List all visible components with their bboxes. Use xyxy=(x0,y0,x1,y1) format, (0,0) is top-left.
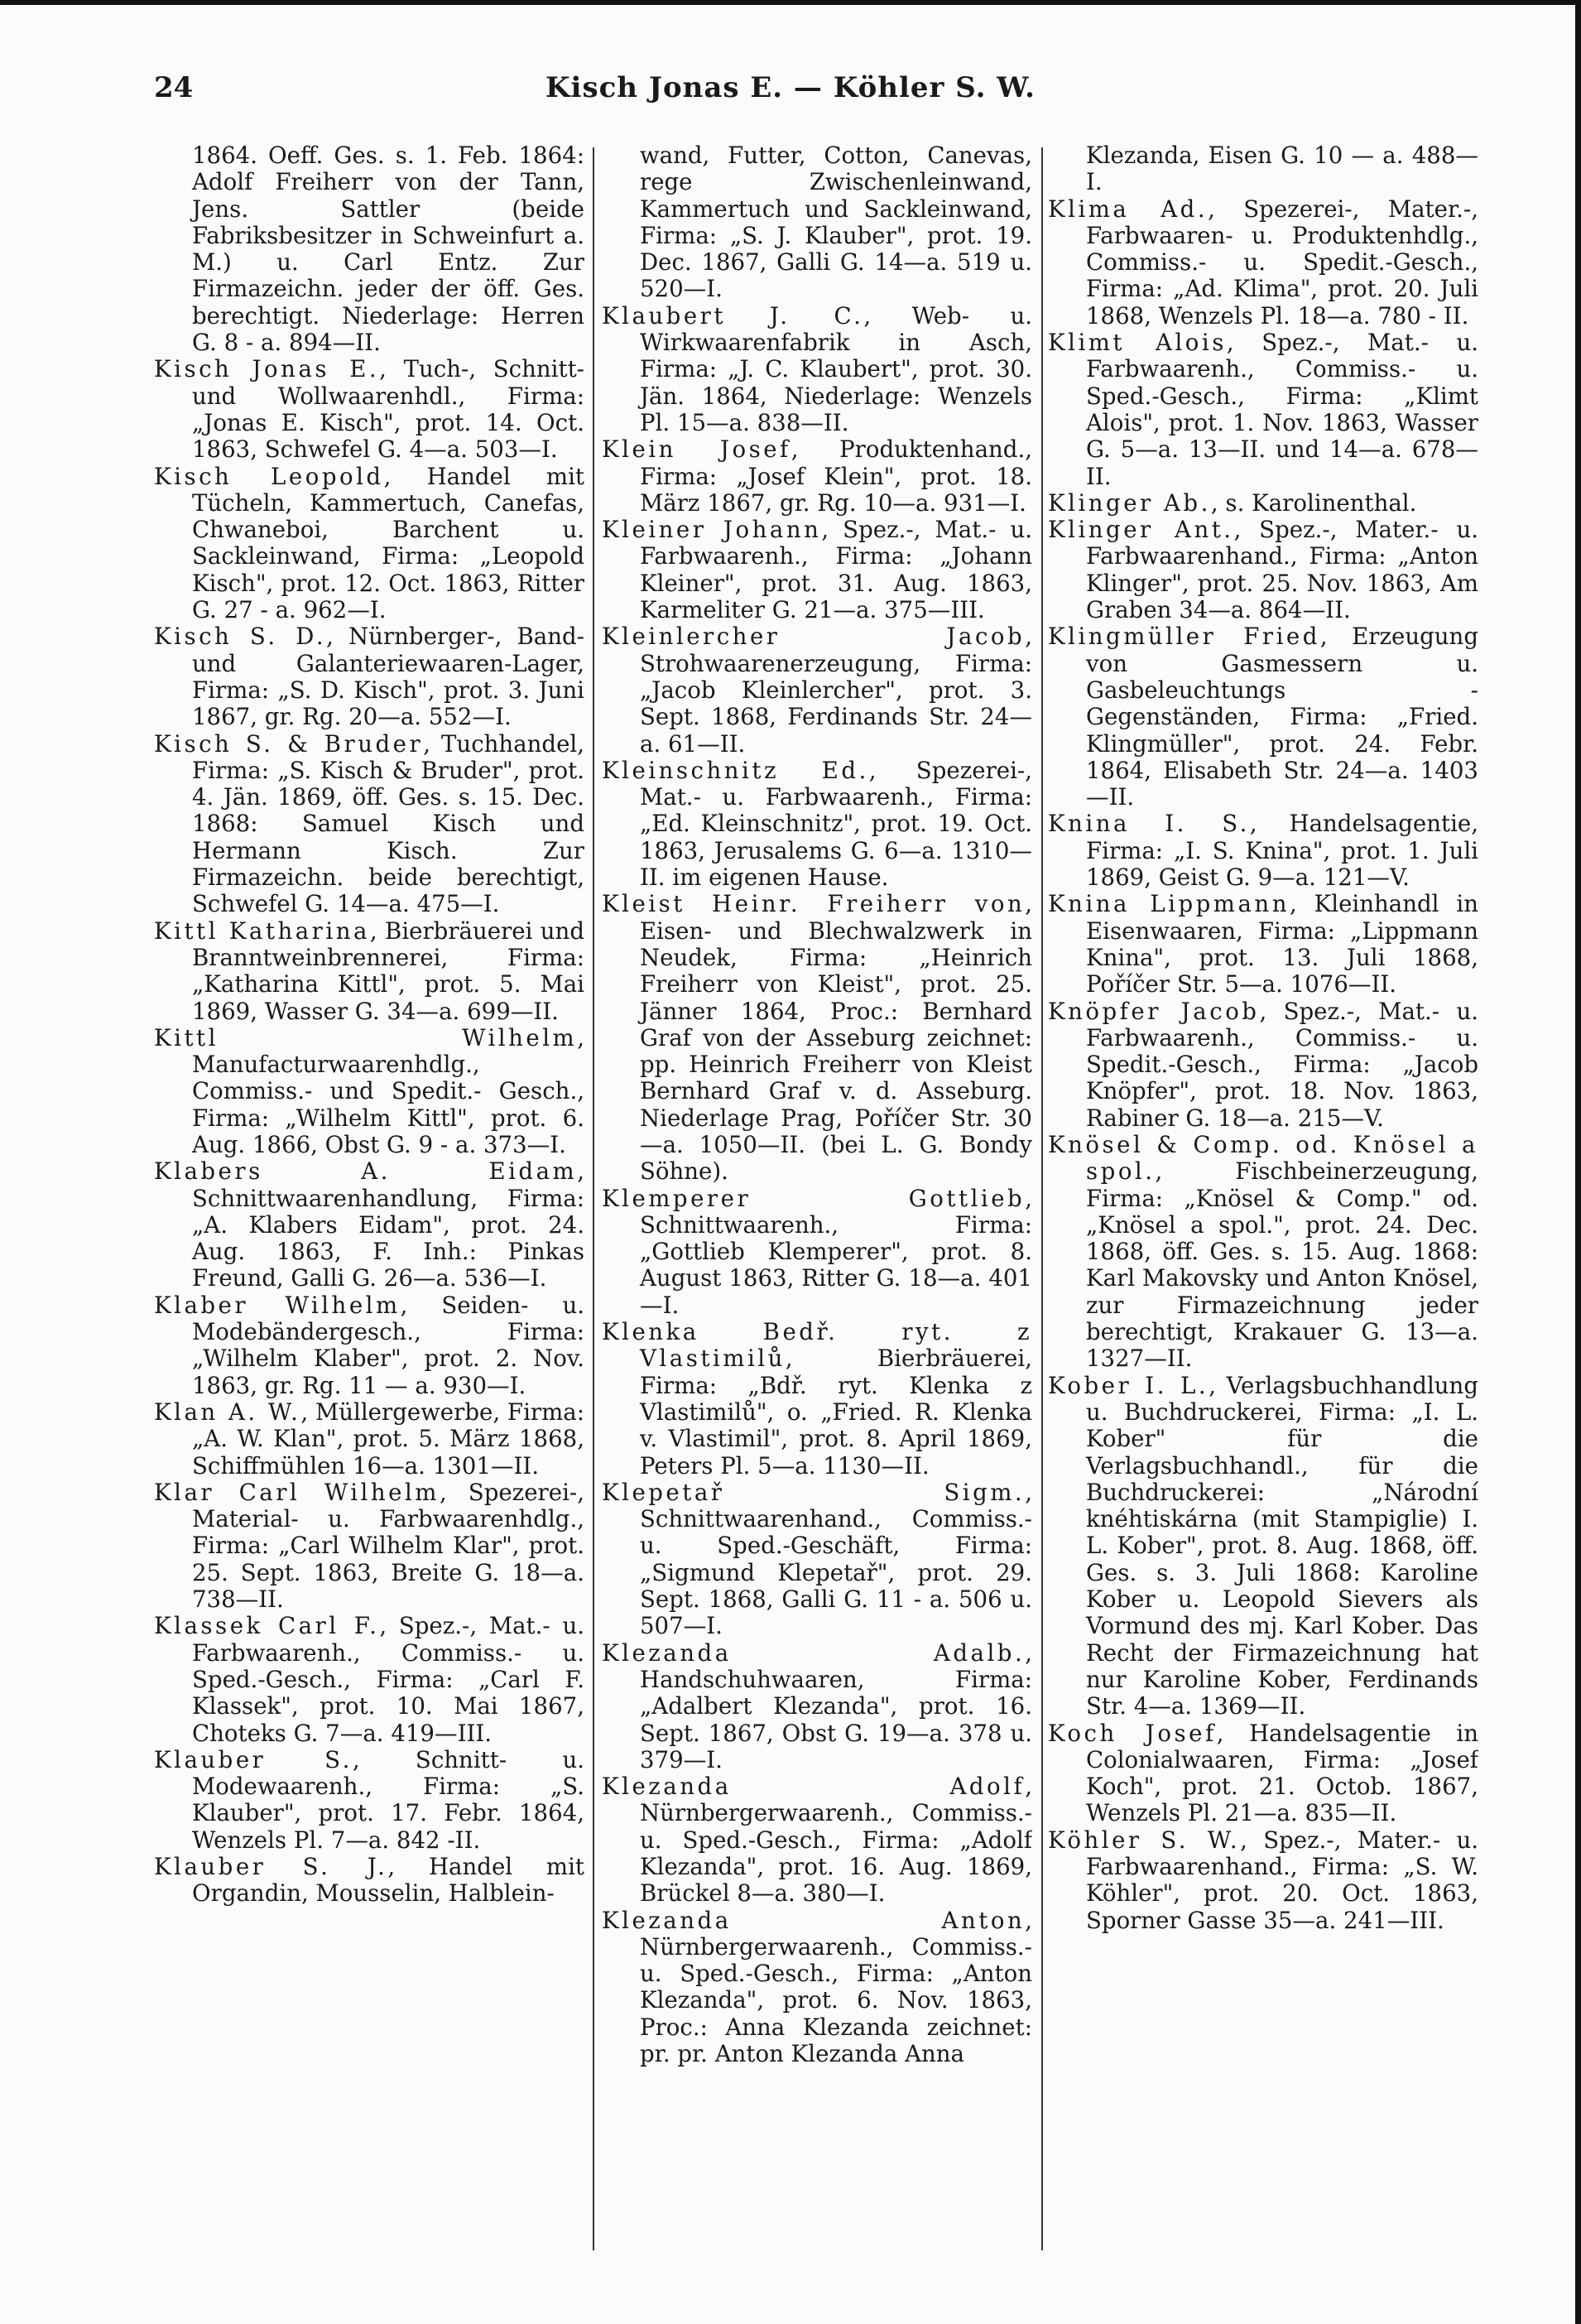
firm-name: Klan A. W. xyxy=(154,1398,301,1426)
entry-text: , Produktenhand., Firma: „Josef Klein", prot. 18. März 1867, gr. Rg. 10—a. 931—I. xyxy=(640,435,1032,517)
directory-entry xyxy=(154,1613,584,1746)
running-head: Kisch Jonas E. — Köhler S. W. xyxy=(545,71,1036,104)
directory-entry xyxy=(602,1186,1032,1319)
entry-text: , Spez.-, Mat.- u. Farbwaarenh., Firma: „Johann Kleiner", prot. 31. Aug. 1863, Karmeliter G. 21—a. 375—III. xyxy=(640,516,1032,624)
firm-name: Klepetař Sigm. xyxy=(602,1478,1026,1506)
directory-entry xyxy=(1048,623,1478,811)
firm-name: Knösel & Comp. od. Knösel a spol. xyxy=(1048,1130,1478,1186)
firm-name: Klezanda Adalb. xyxy=(602,1638,1026,1667)
directory-entry xyxy=(1048,1827,1478,1934)
entry-text: , Bierbräuerei, Firma: „Bdř. ryt. Klenka z Vlastimilů", o. „Fried. R. Klenka v. Vlastimil", prot. 8. April 1869, Peters Pl. 5—a. 1130—II. xyxy=(640,1345,1032,1480)
entry-text: Klezanda, Eisen G. 10 — a. 488—I. xyxy=(1086,142,1478,196)
entry-text: , Spezerei-, Mater.-, Farbwaaren- u. Produktenhdlg., Commiss.- u. Spedit.-Gesch., Firma: „Ad. Klima", prot. 20. Juli 1868, Wenzels Pl. 18—a. 780 - II. xyxy=(1086,195,1478,330)
directory-entry xyxy=(154,731,584,918)
entry-text: , Handelsagentie in Colonialwaaren, Firma: „Josef Koch", prot. 21. Octob. 1867, Wenzels Pl. 21—a. 835—II. xyxy=(1086,1719,1478,1827)
firm-name: Klimt Alois xyxy=(1048,329,1227,357)
directory-entry xyxy=(154,464,584,624)
entry-continuation xyxy=(154,142,584,356)
entry-text: , Handel mit Organdin, Mousselin, Halblein- xyxy=(192,1853,584,1908)
directory-entry xyxy=(602,517,1032,623)
firm-name: Klezanda Adolf xyxy=(602,1773,1026,1801)
entry-text: , Spez.-, Mater.- u. Farbwaarenhand., Firma: „S. W. Köhler", prot. 20. Oct. 1863, Sporner Gasse 35—a. 241—III. xyxy=(1086,1826,1478,1934)
directory-entry xyxy=(154,1854,584,1908)
firm-name: Klassek Carl F. xyxy=(154,1612,380,1640)
firm-name: Kleinschnitz Ed. xyxy=(602,756,869,784)
firm-name: Klima Ad. xyxy=(1048,195,1209,223)
entry-text: , Manufacturwaarenhdlg., Commiss.- und Spedit.- Gesch., Firma: „Wilhelm Kittl", prot. 6. Aug. 1866, Obst G. 9 - a. 373—I. xyxy=(192,1023,584,1158)
directory-entry xyxy=(602,758,1032,891)
directory-entry xyxy=(154,1025,584,1158)
column-left xyxy=(154,142,584,2278)
directory-entry xyxy=(1048,1132,1478,1373)
entry-text: , Tuch-, Schnitt- und Wollwaarenhdl., Firma: „Jonas E. Kisch", prot. 14. Oct. 1863, Schwefel G. 4—a. 503—I. xyxy=(192,355,584,464)
entry-text: , Seiden- u. Modebändergesch., Firma: „Wilhelm Klaber", prot. 2. Nov. 1863, gr. Rg. 11 — a. 930—I. xyxy=(192,1291,584,1399)
firm-name: Knina I. S. xyxy=(1048,810,1250,838)
directory-entry xyxy=(602,891,1032,1185)
firm-name: Klabers A. Eidam xyxy=(154,1157,578,1186)
entry-text: , Spez.-, Mat.- u. Farbwaarenh., Commiss.- u. Sped.-Gesch., Firma: „Carl F. Klassek", prot. 10. Mai 1867, Choteks G. 7—a. 419—III. xyxy=(192,1612,584,1747)
firm-name: Klar Carl Wilhelm xyxy=(154,1478,440,1506)
directory-entry xyxy=(154,1292,584,1399)
directory-entry xyxy=(154,1747,584,1854)
directory-entry xyxy=(602,436,1032,517)
page-number: 24 xyxy=(154,71,194,104)
column-right xyxy=(1048,142,1478,2278)
directory-entry xyxy=(154,1480,584,1613)
directory-entry xyxy=(602,1773,1032,1907)
entry-text: , Spez.-, Mater.- u. Farbwaarenhand., Firma: „Anton Klinger", prot. 25. Nov. 1863, Am Graben 34—a. 864—II. xyxy=(1086,516,1478,624)
entry-text: , Spezerei-, Mat.- u. Farbwaarenh., Firma: „Ed. Kleinschnitz", prot. 19. Oct. 1863, Jerusalems G. 6—a. 1310—II. im eigenen Hause. xyxy=(640,756,1032,892)
firm-name: Klinger Ab. xyxy=(1048,488,1211,517)
entry-text: , s. Karolinenthal. xyxy=(1210,488,1417,517)
firm-name: Klinger Ant. xyxy=(1048,516,1234,544)
directory-entry xyxy=(154,356,584,463)
entry-text: , Verlagsbuchhandlung u. Buchdruckerei, Firma: „I. L. Kober" für die Verlagsbuchhandl., für die Buchdruckerei: „Národní knéhtiskárna (mit Stampiglie) I. L. Kober", prot. 8. Aug. 1868, öff. Ges. s. 3. Juli 1868: Karoline Kober u. Leopold Sievers als Vormund des mj. Karl Kober. Das Recht der Firmazeichnung hat nur Karoline Kober, Ferdinands Str. 4—a. 1369—II. xyxy=(1086,1371,1478,1720)
directory-entry xyxy=(1048,891,1478,998)
entry-text: , Schnittwaarenhandlung, Firma: „A. Klabers Eidam", prot. 24. Aug. 1863, F. Inh.: Pinkas Freund, Galli G. 26—a. 536—I. xyxy=(192,1157,584,1292)
entry-text: , Nürnbergerwaarenh., Commiss.- u. Sped.-Gesch., Firma: „Anton Klezanda", prot. 6. Nov. 1863, Proc.: Anna Klezanda zeichnet: pr. pr. Anton Klezanda Anna xyxy=(640,1906,1032,2068)
entry-text: , Schnittwaarenhand., Commiss.- u. Sped.-Geschäft, Firma: „Sigmund Klepetař", prot. 29. Sept. 1868, Galli G. 11 - a. 506 u. 507—I. xyxy=(640,1478,1032,1640)
entry-text: , Spezerei-, Material- u. Farbwaarenhdlg., Firma: „Carl Wilhelm Klar", prot. 25. Sept. 1863, Breite G. 18—a. 738—II. xyxy=(192,1478,584,1614)
column-middle xyxy=(602,142,1032,2278)
directory-entry xyxy=(602,303,1032,436)
page-header xyxy=(0,66,1581,116)
entry-text: , Strohwaarenerzeugung, Firma: „Jacob Kleinlercher", prot. 3. Sept. 1868, Ferdinands Str. 24—a. 61—II. xyxy=(640,623,1032,758)
firm-name: Klauber S. J. xyxy=(154,1853,388,1880)
entry-text: , Müllergewerbe, Firma: „A. W. Klan", prot. 5. März 1868, Schiffmühlen 16—a. 1301—II. xyxy=(192,1398,584,1480)
entry-continuation xyxy=(602,142,1032,303)
entry-text: , Nürnbergerwaarenh., Commiss.- u. Sped.-Gesch., Firma: „Adolf Klezanda", prot. 16. Aug. 1869, Brückel 8—a. 380—I. xyxy=(640,1773,1032,1908)
entry-text: , Tuchhandel, Firma: „S. Kisch & Bruder", prot. 4. Jän. 1869, öff. Ges. s. 15. Dec. 1868: Samuel Kisch und Hermann Kisch. Zur Firmazeichn. beide berechtigt, Schwefel G. 14—a. 475—I. xyxy=(192,729,584,918)
directory-entry xyxy=(602,1319,1032,1480)
firm-name: Klemperer Gottlieb xyxy=(602,1184,1026,1212)
firm-name: Knöpfer Jacob xyxy=(1048,997,1260,1025)
firm-name: Klaubert J. C. xyxy=(602,301,864,330)
column-divider xyxy=(593,147,594,2250)
firm-name: Klingmüller Fried xyxy=(1048,623,1320,651)
entry-text: , Handelsagentie, Firma: „I. S. Knina", prot. 1. Juli 1869, Geist G. 9—a. 121—V. xyxy=(1086,810,1478,892)
directory-entry xyxy=(1048,811,1478,891)
firm-name: Kleiner Johann xyxy=(602,516,822,544)
entry-text: , Schnittwaarenh., Firma: „Gottlieb Klemperer", prot. 8. August 1863, Ritter G. 18—a. 401—I. xyxy=(640,1184,1032,1319)
entry-text: , Handschuhwaaren, Firma: „Adalbert Klezanda", prot. 16. Sept. 1867, Obst G. 19—a. 378 u. 379—I. xyxy=(640,1638,1032,1773)
directory-entry xyxy=(154,1399,584,1480)
column-divider xyxy=(1041,147,1043,2250)
directory-entry xyxy=(1048,490,1478,517)
entry-text: , Fischbeinerzeugung, Firma: „Knösel & Comp." od. „Knösel a spol.", prot. 24. Dec. 1868, öff. Ges. s. 15. Aug. 1868: Karl Makovsky und Anton Knösel, zur Firmazeichnung jeder berechtigt, Krakauer G. 13—a. 1327—II. xyxy=(1086,1157,1478,1373)
directory-entry xyxy=(1048,1720,1478,1827)
entry-text: , Eisen- und Blechwalzwerk in Neudek, Firma: „Heinrich Freiherr von Kleist", prot. 25. Jänner 1864, Proc.: Bernhard Graf von der Asseburg zeichnet: pp. Heinrich Freiherr von Kleist Bernhard Graf v. d. Asseburg. Niederlage Prag, Poříčer Str. 30—a. 1050—II. (bei L. G. Bondy Söhne). xyxy=(640,890,1032,1186)
entry-text: , Schnitt- u. Modewaarenh., Firma: „S. Klauber", prot. 17. Febr. 1864, Wenzels Pl. 7—a. 842 -II. xyxy=(192,1745,584,1854)
firm-name: Kleinlercher Jacob xyxy=(602,623,1026,651)
entry-text: , Bierbräuerei und Branntweinbrennerei, Firma: „Katharina Kittl", prot. 5. Mai 1869, Wasser G. 34—a. 699—II. xyxy=(192,917,584,1025)
firm-name: Kisch S. D. xyxy=(154,623,327,651)
entry-text: , Spez.-, Mat.- u. Farbwaarenh., Commiss.- u. Sped.-Gesch., Firma: „Klimt Alois", prot. 1. Nov. 1863, Wasser G. 5—a. 13—II. und 14—a. 678—II. xyxy=(1086,329,1478,490)
firm-name: Klezanda Anton xyxy=(602,1906,1026,1934)
directory-entry xyxy=(602,623,1032,757)
firm-name: Knina Lippmann xyxy=(1048,890,1290,918)
directory-entry xyxy=(602,1480,1032,1640)
firm-name: Köhler S. W. xyxy=(1048,1826,1241,1854)
entry-text: , Nürnberger-, Band- und Galanteriewaaren-Lager, Firma: „S. D. Kisch", prot. 3. Juni 1867, gr. Rg. 20—a. 552—I. xyxy=(192,623,584,731)
firm-name: Klauber S. xyxy=(154,1745,353,1773)
entry-text: 1864. Oeff. Ges. s. 1. Feb. 1864: Adolf Freiherr von der Tann, Jens. Sattler (beide Fabriksbesitzer in Schweinfurt a. M.) u. Carl Entz. Zur Firmazeichn. jeder der öff. Ges. berechtigt. Niederlage: Herren G. 8 - a. 894—II. xyxy=(192,142,584,357)
directory-entry xyxy=(154,623,584,730)
entry-text: , Erzeugung von Gasmessern u. Gasbeleuchtungs - Gegenständen, Firma: „Fried. Klingmüller", prot. 24. Febr. 1864, Elisabeth Str. 24—a. 1403—II. xyxy=(1086,623,1478,811)
directory-entry xyxy=(1048,998,1478,1132)
firm-name: Kisch Jonas E. xyxy=(154,355,380,383)
entry-text: , Web- u. Wirkwaarenfabrik in Asch, Firma: „J. C. Klaubert", prot. 30. Jän. 1864, Niederlage: Wenzels Pl. 15—a. 838—II. xyxy=(640,301,1032,436)
directory-entry xyxy=(154,1158,584,1292)
firm-name: Kisch Leopold xyxy=(154,462,384,490)
firm-name: Kisch S. & Bruder xyxy=(154,729,424,758)
entry-text: , Spez.-, Mat.- u. Farbwaarenh., Commiss.- u. Spedit.-Gesch., Firma: „Jacob Knöpfer", prot. 18. Nov. 1863, Rabiner G. 18—a. 215—V. xyxy=(1086,997,1478,1132)
firm-name: Kober I. L. xyxy=(1048,1371,1209,1399)
firm-name: Klenka Bedř. ryt. z Vlastimilů xyxy=(602,1318,1032,1373)
directory-entry xyxy=(1048,1373,1478,1720)
firm-name: Koch Josef xyxy=(1048,1719,1217,1747)
entry-text: , Kleinhandl in Eisenwaaren, Firma: „Lippmann Knina", prot. 13. Juli 1868, Poříčer Str. 5—a. 1076—II. xyxy=(1086,890,1478,998)
entry-text: , Handel mit Tücheln, Kammertuch, Canefas, Chwaneboi, Barchent u. Sackleinwand, Firma: „Leopold Kisch", prot. 12. Oct. 1863, Ritter G. 27 - a. 962—I. xyxy=(192,462,584,624)
firm-name: Kittl Wilhelm xyxy=(154,1023,578,1051)
directory-entry xyxy=(602,1640,1032,1773)
entry-continuation xyxy=(1048,142,1478,196)
firm-name: Klein Josef xyxy=(602,435,791,464)
directory-entry xyxy=(154,918,584,1025)
entry-text: wand, Futter, Cotton, Canevas, rege Zwischenleinwand, Kammertuch und Sackleinwand, Firma: „S. J. Klauber", prot. 19. Dec. 1867, Galli G. 14—a. 519 u. 520—I. xyxy=(640,142,1032,303)
directory-entry xyxy=(1048,330,1478,490)
directory-entry xyxy=(1048,517,1478,623)
firm-name: Kittl Katharina xyxy=(154,917,370,945)
firm-name: Kleist Heinr. Freiherr von xyxy=(602,890,1026,918)
directory-entry xyxy=(1048,196,1478,330)
directory-entry xyxy=(602,1908,1032,2068)
firm-name: Klaber Wilhelm xyxy=(154,1291,401,1319)
